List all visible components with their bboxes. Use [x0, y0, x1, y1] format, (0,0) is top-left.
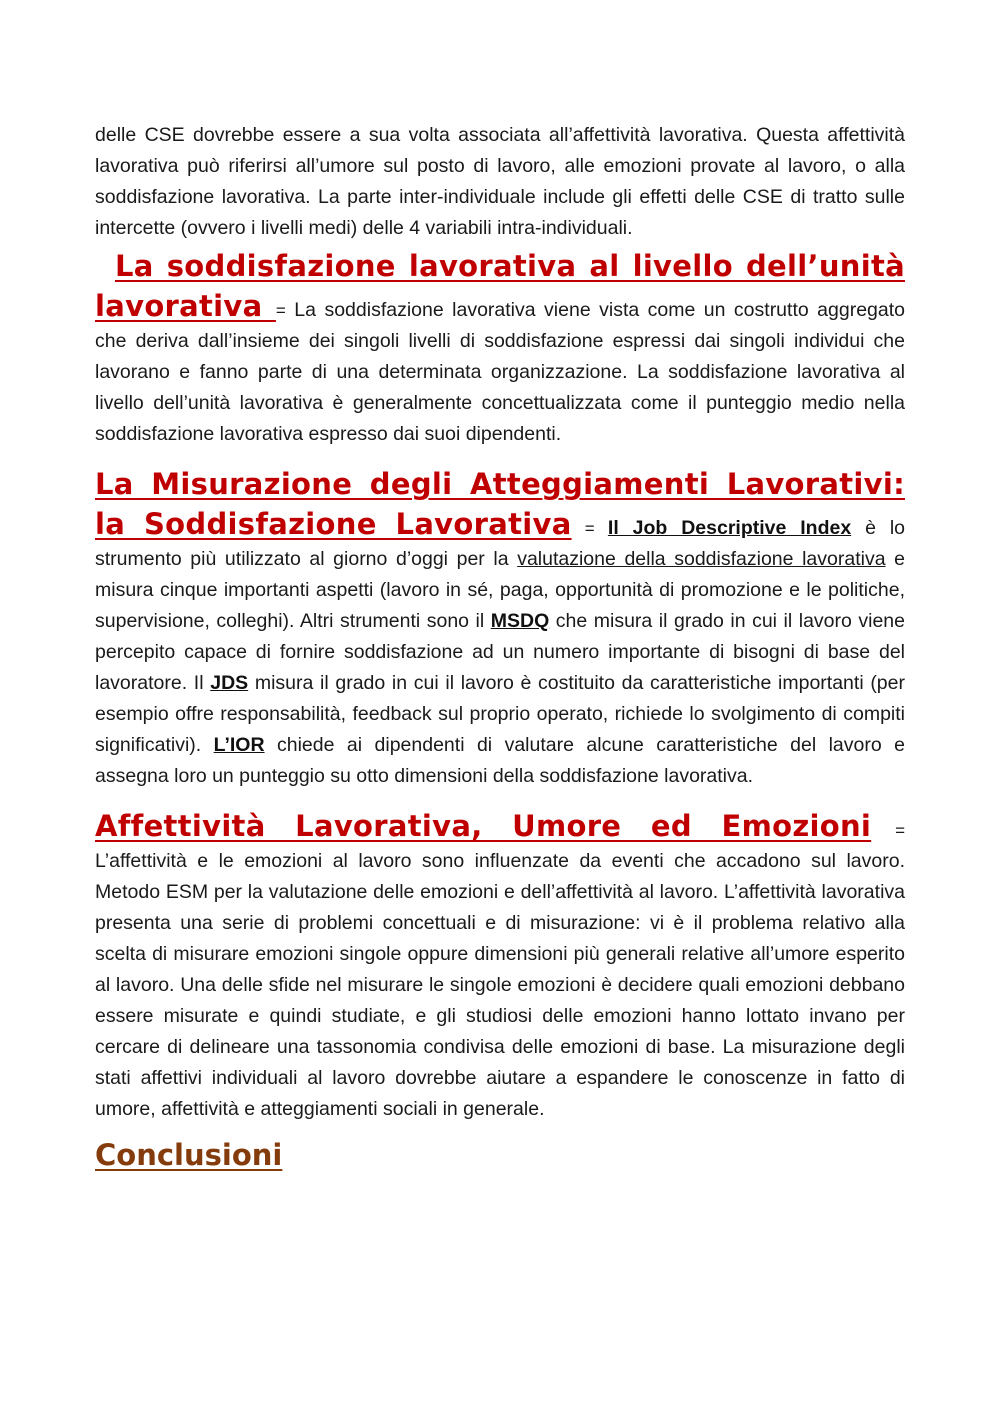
- section-unit-separator: =: [275, 301, 286, 320]
- measurement-text-1: è lo strumento più utilizzato al giorno d’oggi per la: [95, 517, 906, 570]
- document-page: [95, 120, 905, 1175]
- intro-paragraph: [95, 120, 905, 244]
- section-measurement: [95, 464, 905, 792]
- section-affect: [95, 806, 905, 1125]
- term-ior: L’IOR: [213, 734, 265, 756]
- term-msdq: MSDQ: [490, 610, 550, 632]
- section-conclusions: [95, 1135, 905, 1175]
- section-measurement-heading: La Misurazione degli Atteggiamenti Lavorativi: la Soddisfazione Lavorativa: [95, 467, 905, 541]
- conclusions-heading: Conclusioni: [95, 1138, 283, 1172]
- term-jds: JDS: [210, 672, 249, 694]
- measurement-text-5: chiede ai dipendenti di valutare alcune caratteristiche del lavoro e assegna loro un punteggio su otto dimensioni della soddisfazione lavorativa.: [95, 734, 905, 787]
- section-unit-body: La soddisfazione lavorativa viene vista come un costrutto aggregato che deriva dall’insieme dei singoli livelli di soddisfazione espressi dai singoli individui che lavorano e fanno parte di una determinata organizzazione. La soddisfazione lavorativa al livello dell’unità lavorativa è generalmente concettualizzata come il punteggio medio nella soddisfazione lavorativa espresso dai suoi dipendenti.: [95, 299, 905, 445]
- section-measurement-separator: =: [571, 519, 608, 538]
- term-valutazione-link: valutazione della soddisfazione lavorativa: [517, 548, 886, 570]
- measurement-text-3: che misura il grado in cui il lavoro viene percepito capace di fornire soddisfazione ad un numero importante di bisogni di base del lavoratore. Il: [95, 610, 905, 694]
- intro-text: delle CSE dovrebbe essere a sua volta associata all’affettività lavorativa. Questa affettività lavorativa può riferirsi all’umore sul posto di lavoro, alle emozioni provate al lavoro, o alla soddisfazione lavorativa. La parte inter-individuale include gli effetti delle CSE di tratto sulle intercette (ovvero i livelli medi) delle 4 variabili intra-individuali.: [95, 124, 905, 239]
- measurement-text-4: misura il grado in cui il lavoro è costituito da caratteristiche importanti (per esempio offre responsabilità, feedback sul proprio operato, richiede lo svolgimento di compiti significativi).: [95, 672, 905, 756]
- section-affect-separator: =: [871, 821, 905, 840]
- section-affect-body: L’affettività e le emozioni al lavoro sono influenzate da eventi che accadono sul lavoro. Metodo ESM per la valutazione delle emozioni e dell’affettività al lavoro. L’affettività lavorativa presenta una serie di problemi concettuali e di misurazione: vi è il problema relativo alla scelta di misurare emozioni singole oppure dimensioni più generali relative all’umore esperito al lavoro. Una delle sfide nel misurare le singole emozioni è decidere quali emozioni debbano essere misurate e quindi studiate, e gli studiosi delle emozioni hanno lottato invano per cercare di delineare una tassonomia condivisa delle emozioni di base. La misurazione degli stati affettivi individuali al lavoro dovrebbe aiutare a espandere le conoscenze in fatto di umore, affettività e atteggiamenti sociali in generale.: [95, 850, 905, 1120]
- section-affect-heading: Affettività Lavorativa, Umore ed Emozioni: [95, 809, 872, 843]
- section-unit-heading: La soddisfazione lavorativa al livello dell’unità lavorativa: [95, 249, 905, 323]
- section-unit-satisfaction: [95, 246, 905, 450]
- term-job-descriptive-index: Il Job Descriptive Index: [607, 517, 852, 539]
- measurement-text-2: e misura cinque importanti aspetti (lavoro in sé, paga, opportunità di promozione e le politiche, supervisione, colleghi). Altri strumenti sono il: [95, 548, 905, 632]
